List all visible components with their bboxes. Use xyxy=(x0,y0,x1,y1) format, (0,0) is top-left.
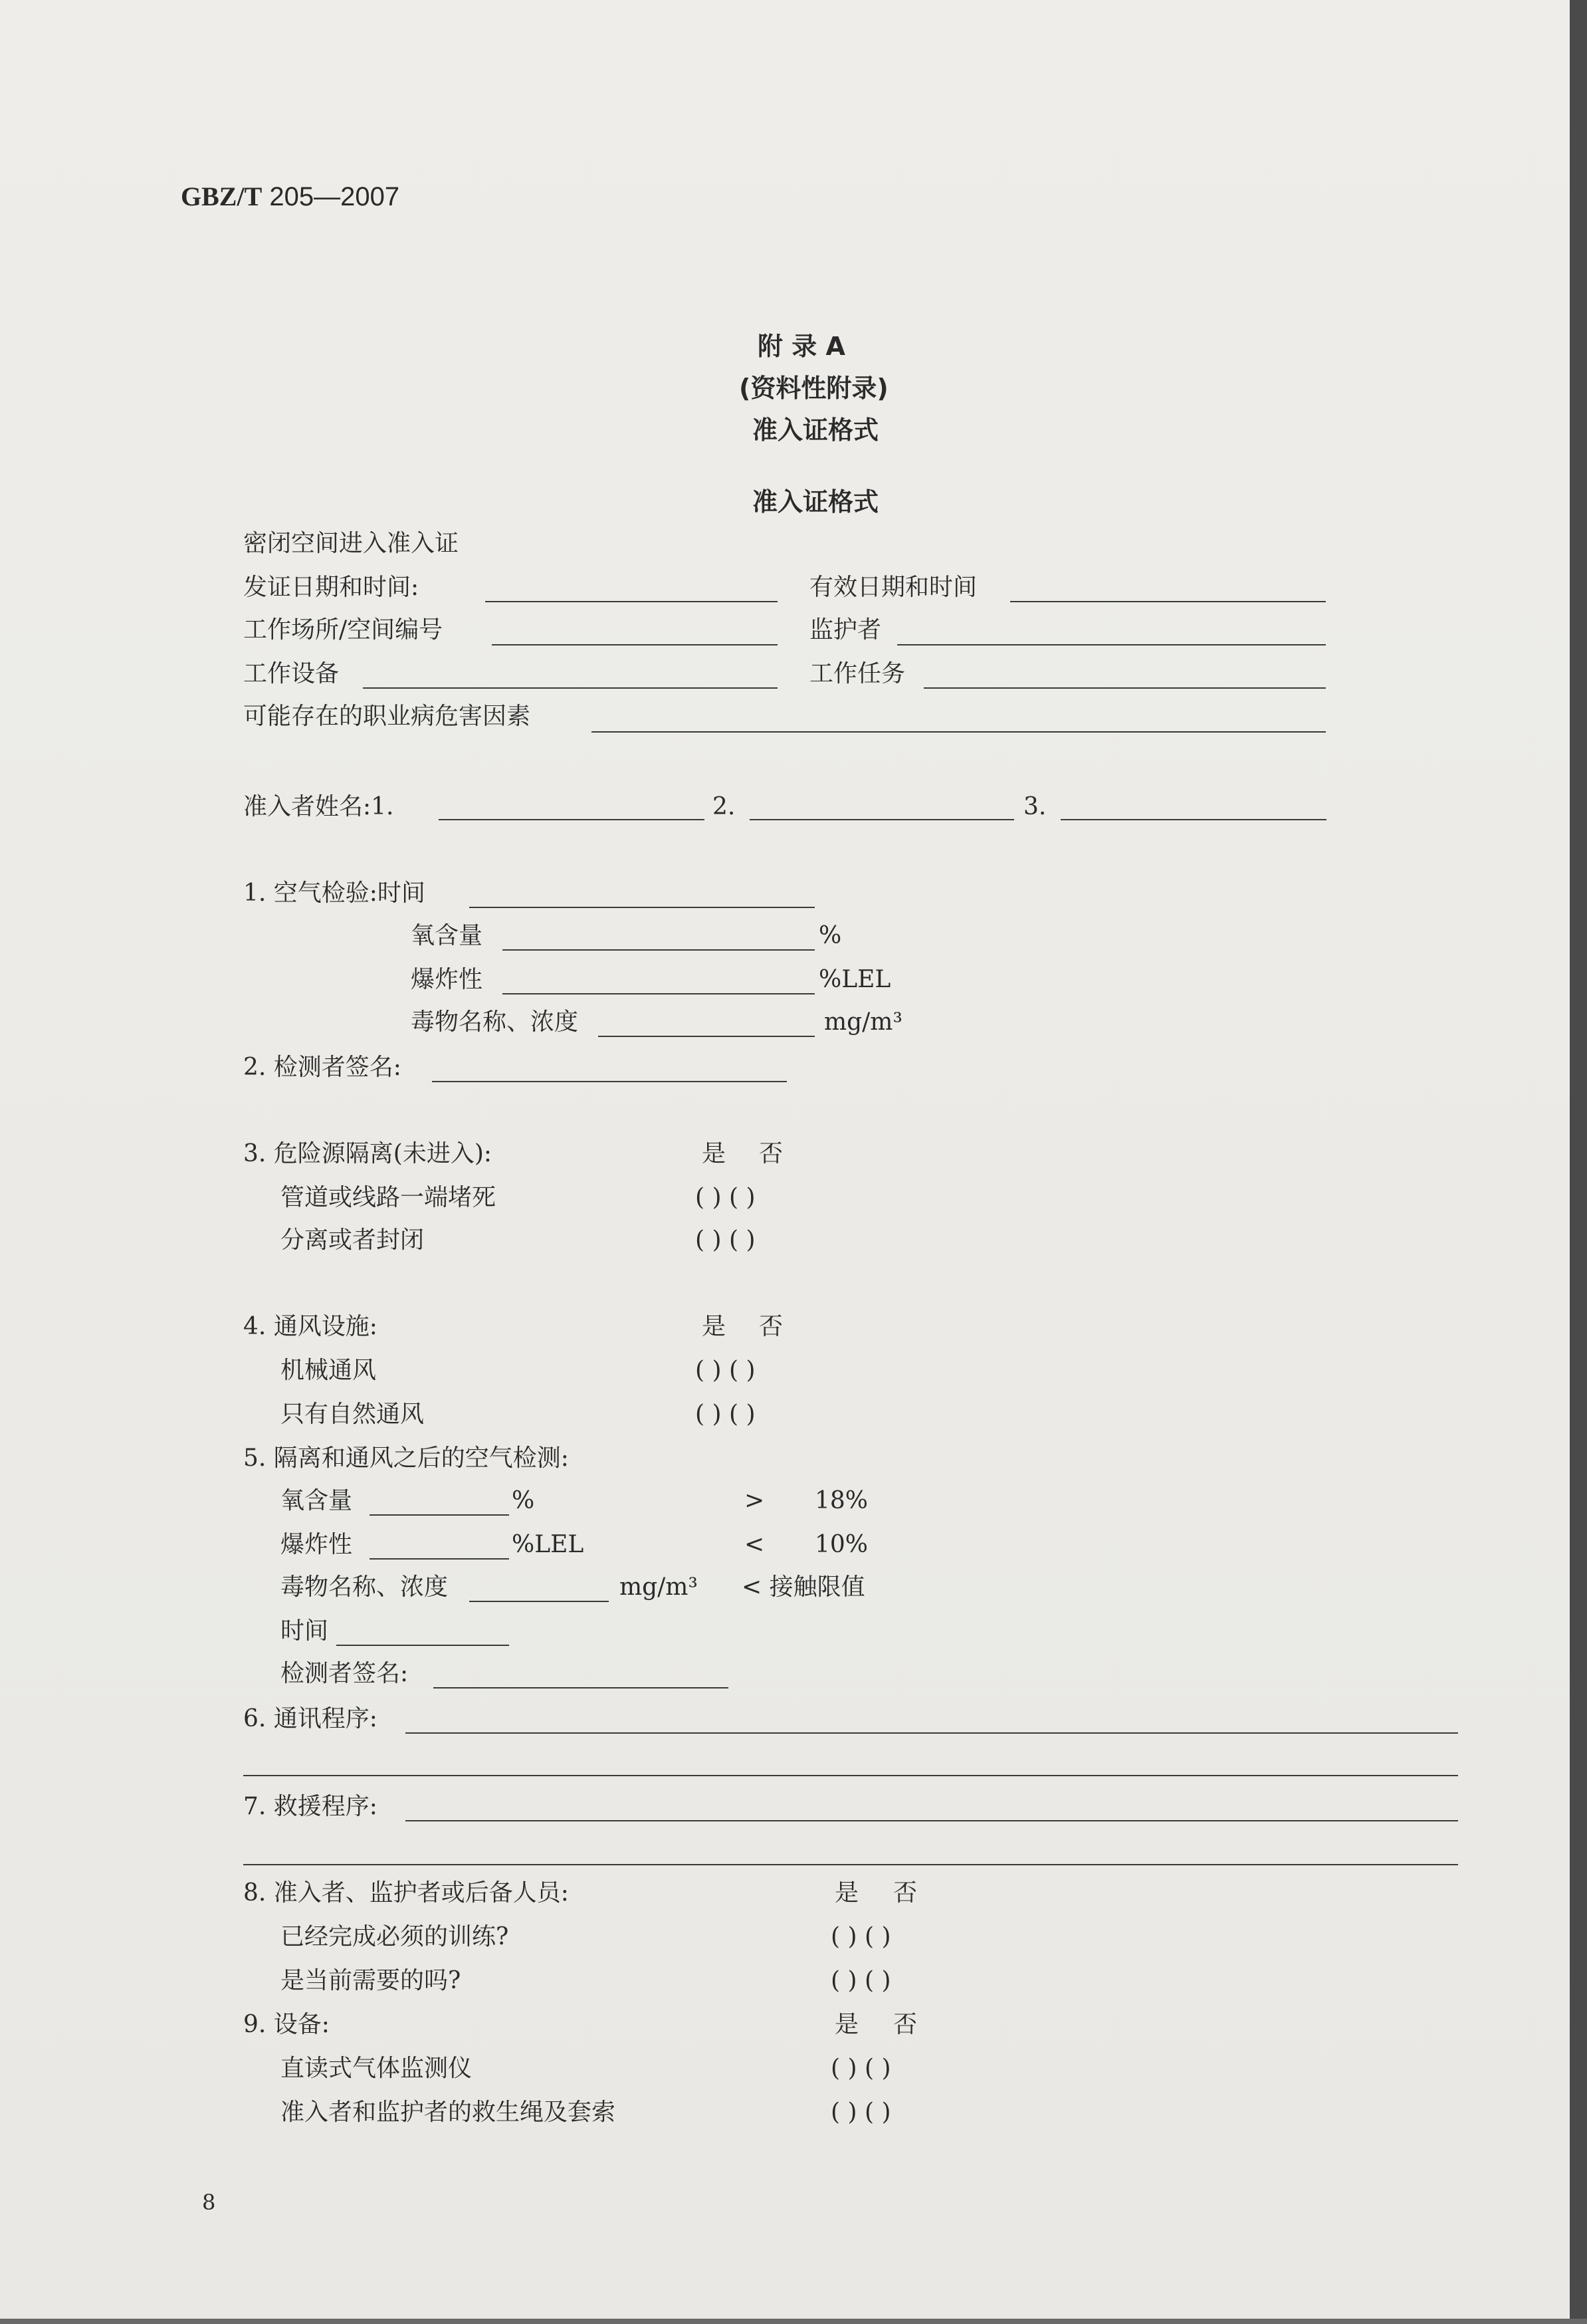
oxygen-field[interactable] xyxy=(502,949,815,951)
tester-signature-field[interactable] xyxy=(432,1081,787,1082)
explosive-field[interactable] xyxy=(502,993,815,994)
personnel-item-2-checkbox[interactable]: ( ) ( ) xyxy=(831,1967,891,1994)
post-oxygen-label: 氧含量 xyxy=(280,1487,353,1514)
tester-signature-label: 2. 检测者签名: xyxy=(243,1054,401,1081)
personnel-item-2: 是当前需要的吗? xyxy=(280,1967,461,1994)
isolation-no-header: 否 xyxy=(759,1140,784,1167)
oxygen-label: 氧含量 xyxy=(411,922,483,949)
appendix-type: (资料性附录) xyxy=(739,374,889,403)
toxic-limit: < 接触限值 xyxy=(742,1573,865,1601)
issue-date-label: 发证日期和时间: xyxy=(243,574,419,601)
entrants-label: 准入者姓名:1. xyxy=(243,793,394,820)
issue-date-field[interactable] xyxy=(485,601,778,602)
ventilation-item-1: 机械通风 xyxy=(280,1357,377,1384)
ventilation-item-2-checkbox[interactable]: ( ) ( ) xyxy=(695,1401,756,1428)
ventilation-item-2: 只有自然通风 xyxy=(280,1401,425,1428)
post-time-field[interactable] xyxy=(336,1645,509,1646)
entrant-3-label: 3. xyxy=(1023,793,1047,820)
rescue-field-line-2[interactable] xyxy=(243,1864,1458,1865)
standard-code-number: 205—2007 xyxy=(269,182,400,211)
entrant-2-field[interactable] xyxy=(750,819,1014,820)
explosive-comparator: < xyxy=(744,1531,765,1558)
isolation-yes-header: 是 xyxy=(702,1140,726,1167)
post-time-label: 时间 xyxy=(280,1617,329,1645)
comm-field-line-2[interactable] xyxy=(243,1775,1458,1776)
equipment-item-2-checkbox[interactable]: ( ) ( ) xyxy=(831,2099,891,2126)
post-explosive-unit: %LEL xyxy=(512,1531,584,1558)
section-subtitle: 准入证格式 xyxy=(752,487,879,517)
isolation-label: 3. 危险源隔离(未进入): xyxy=(243,1140,492,1167)
task-field[interactable] xyxy=(924,687,1326,689)
isolation-item-1-checkbox[interactable]: ( ) ( ) xyxy=(695,1184,756,1211)
explosive-label: 爆炸性 xyxy=(411,966,483,993)
supervisor-field[interactable] xyxy=(897,644,1326,645)
comm-label: 6. 通讯程序: xyxy=(243,1705,377,1732)
entrant-2-label: 2. xyxy=(712,793,736,820)
personnel-label: 8. 准入者、监护者或后备人员: xyxy=(243,1879,569,1907)
post-oxygen-unit: % xyxy=(512,1487,535,1514)
toxic-field[interactable] xyxy=(598,1036,815,1037)
isolation-item-2: 分离或者封闭 xyxy=(280,1226,425,1254)
oxygen-unit: % xyxy=(819,922,842,949)
supervisor-label: 监护者 xyxy=(809,616,882,643)
personnel-item-1-checkbox[interactable]: ( ) ( ) xyxy=(831,1923,891,1950)
equipment-label: 工作设备 xyxy=(243,660,340,687)
ventilation-item-1-checkbox[interactable]: ( ) ( ) xyxy=(695,1357,756,1384)
air-test-time-field[interactable] xyxy=(469,907,815,908)
post-toxic-field[interactable] xyxy=(469,1601,609,1602)
post-explosive-label: 爆炸性 xyxy=(280,1531,353,1558)
form-title: 密闭空间进入准入证 xyxy=(243,530,459,557)
explosive-unit: %LEL xyxy=(819,966,891,993)
air-test-label: 1. 空气检验:时间 xyxy=(243,879,425,907)
page-number: 8 xyxy=(202,2190,216,2215)
oxygen-comparator: > xyxy=(744,1487,765,1514)
isolation-item-1: 管道或线路一端堵死 xyxy=(280,1184,496,1211)
hazards-label: 可能存在的职业病危害因素 xyxy=(243,703,531,730)
entrant-3-field[interactable] xyxy=(1061,819,1326,820)
appendix-title: 附 录 A xyxy=(758,332,845,361)
valid-date-label: 有效日期和时间 xyxy=(809,574,978,601)
workplace-label: 工作场所/空间编号 xyxy=(243,616,443,643)
equipment-item-1-checkbox[interactable]: ( ) ( ) xyxy=(831,2055,891,2082)
post-toxic-label: 毒物名称、浓度 xyxy=(280,1573,449,1601)
equipment-item-1: 直读式气体监测仪 xyxy=(280,2055,473,2082)
post-tester-signature-label: 检测者签名: xyxy=(280,1660,409,1687)
valid-date-field[interactable] xyxy=(1010,601,1326,602)
scan-edge-right xyxy=(1570,0,1587,2324)
post-toxic-unit: mg/m³ xyxy=(619,1573,698,1601)
rescue-field-line-1[interactable] xyxy=(405,1820,1458,1821)
ventilation-label: 4. 通风设施: xyxy=(243,1313,377,1340)
standard-code xyxy=(181,183,399,210)
isolation-item-2-checkbox[interactable]: ( ) ( ) xyxy=(695,1226,756,1254)
post-explosive-field[interactable] xyxy=(370,1558,509,1560)
post-oxygen-field[interactable] xyxy=(370,1514,509,1516)
equipment-field[interactable] xyxy=(363,687,778,689)
personnel-no-header: 否 xyxy=(893,1879,918,1907)
workplace-field[interactable] xyxy=(492,644,778,645)
ventilation-no-header: 否 xyxy=(759,1313,784,1340)
task-label: 工作任务 xyxy=(809,660,906,687)
standard-code-prefix: GBZ/T xyxy=(181,181,263,211)
personnel-item-1: 已经完成必须的训练? xyxy=(280,1923,509,1950)
scan-edge-bottom xyxy=(0,2319,1587,2324)
hazards-field[interactable] xyxy=(591,731,1326,733)
toxic-label: 毒物名称、浓度 xyxy=(411,1008,579,1036)
equipment-section-label: 9. 设备: xyxy=(243,2011,330,2038)
post-test-label: 5. 隔离和通风之后的空气检测: xyxy=(243,1445,569,1472)
ventilation-yes-header: 是 xyxy=(702,1313,726,1340)
explosive-limit: 10% xyxy=(815,1531,869,1558)
oxygen-limit: 18% xyxy=(815,1487,869,1514)
comm-field-line-1[interactable] xyxy=(405,1732,1458,1734)
personnel-yes-header: 是 xyxy=(835,1879,859,1907)
rescue-label: 7. 救援程序: xyxy=(243,1793,377,1820)
equipment-item-2: 准入者和监护者的救生绳及套索 xyxy=(280,2099,616,2126)
toxic-unit: mg/m³ xyxy=(824,1008,902,1036)
entrant-1-field[interactable] xyxy=(439,819,704,820)
equipment-no-header: 否 xyxy=(893,2011,918,2038)
post-tester-signature-field[interactable] xyxy=(433,1687,728,1688)
appendix-name: 准入证格式 xyxy=(752,415,879,445)
equipment-yes-header: 是 xyxy=(835,2011,859,2038)
